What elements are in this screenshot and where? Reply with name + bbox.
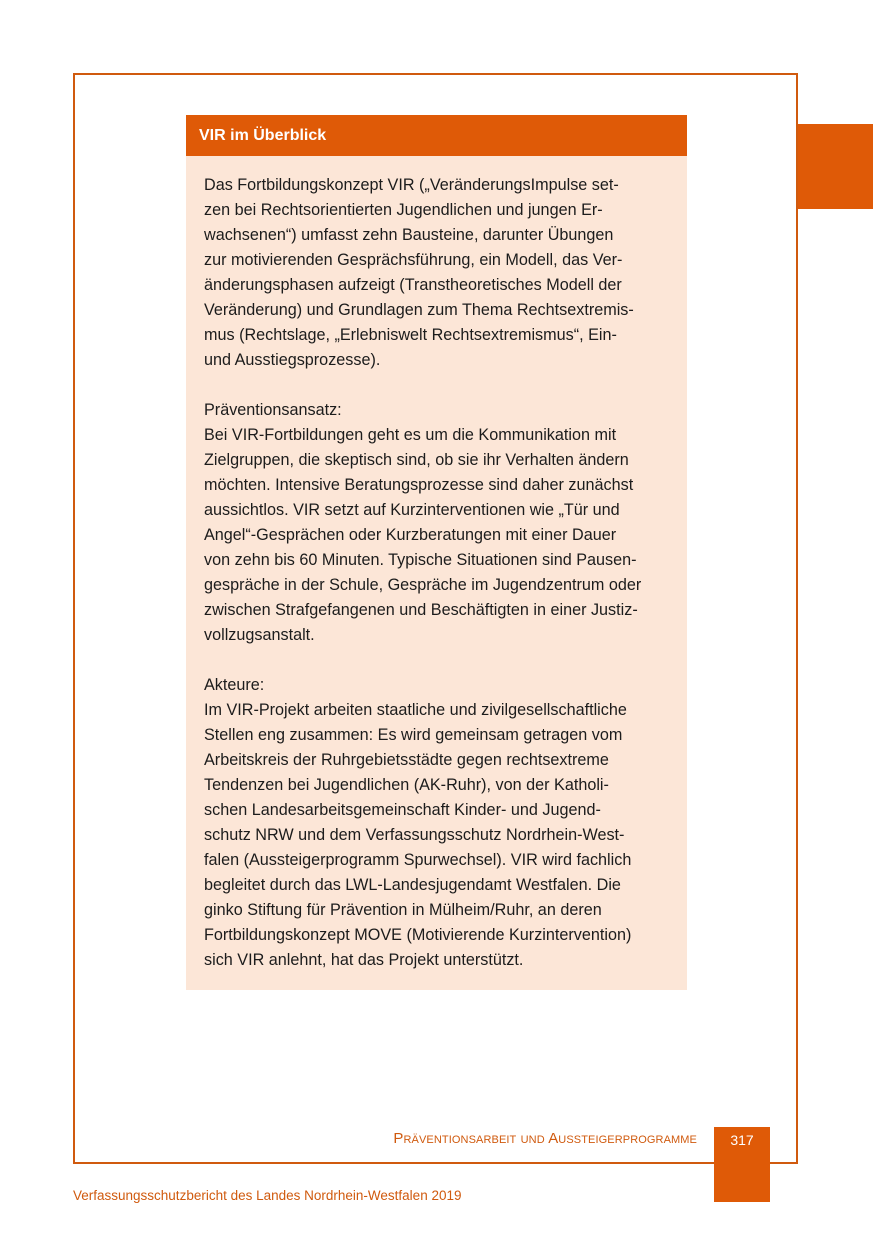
text-line: Bei VIR-Fortbildungen geht es um die Kommunikation mit [204,426,617,444]
text-line: gespräche in der Schule, Gespräche im Jugendzentrum oder [204,576,642,594]
text-line: zur motivierenden Gesprächsführung, ein Modell, das Ver- [204,251,623,269]
text-line: aussichtlos. VIR setzt auf Kurzinterventionen wie „Tür und [204,501,620,519]
text-line: änderungsphasen aufzeigt (Transtheoretisches Modell der [204,276,622,294]
text-line: zwischen Strafgefangenen und Beschäftigten in einer Justiz- [204,601,638,619]
page-number-box [714,1127,770,1202]
text-line: mus (Rechtslage, „Erlebniswelt Rechtsextremismus“, Ein- [204,326,617,344]
actors-label: Akteure: [204,676,265,694]
text-line: wachsenen“) umfasst zehn Bausteine, darunter Übungen [204,226,614,244]
text-line: Das Fortbildungskonzept VIR („VeränderungsImpulse set- [204,176,619,194]
text-line: sich VIR anlehnt, hat das Projekt unterstützt. [204,951,524,969]
running-head: Präventionsarbeit und Aussteigerprogramme [393,1130,697,1147]
prevention-label: Präventionsansatz: [204,401,342,419]
actors-paragraph [204,673,670,973]
text-line: Tendenzen bei Jugendlichen (AK-Ruhr), von der Katholi- [204,776,609,794]
text-line: Zielgruppen, die skeptisch sind, ob sie ihr Verhalten ändern [204,451,629,469]
info-box [186,115,687,990]
text-line: zen bei Rechtsorientierten Jugendlichen und jungen Er- [204,201,603,219]
intro-paragraph [204,173,670,373]
text-line: Fortbildungskonzept MOVE (Motivierende Kurzintervention) [204,926,632,944]
text-line: von zehn bis 60 Minuten. Typische Situationen sind Pausen- [204,551,637,569]
text-line: möchten. Intensive Beratungsprozesse sind daher zunächst [204,476,634,494]
footer-text: Verfassungsschutzbericht des Landes Nordrhein-Westfalen 2019 [73,1188,462,1203]
text-line: ginko Stiftung für Prävention in Mülheim/Ruhr, an deren [204,901,602,919]
text-line: begleitet durch das LWL-Landesjugendamt Westfalen. Die [204,876,621,894]
text-line: falen (Aussteigerprogramm Spurwechsel). VIR wird fachlich [204,851,632,869]
chapter-side-tab [798,124,873,209]
text-line: schen Landesarbeitsgemeinschaft Kinder- und Jugend- [204,801,601,819]
text-line: Angel“-Gesprächen oder Kurzberatungen mit einer Dauer [204,526,617,544]
text-line: Veränderung) und Grundlagen zum Thema Rechtsextremis- [204,301,634,319]
info-box-title: VIR im Überblick [186,115,687,156]
text-line: Im VIR-Projekt arbeiten staatliche und zivilgesellschaftliche [204,701,627,719]
text-line: und Ausstiegsprozesse). [204,351,381,369]
text-line: Stellen eng zusammen: Es wird gemeinsam getragen vom [204,726,623,744]
prevention-paragraph [204,398,670,648]
page-number: 317 [730,1132,754,1148]
text-line: schutz NRW und dem Verfassungsschutz Nordrhein-West- [204,826,625,844]
text-line: vollzugsanstalt. [204,626,315,644]
info-box-body [186,156,687,973]
text-line: Arbeitskreis der Ruhrgebietsstädte gegen rechtsextreme [204,751,609,769]
